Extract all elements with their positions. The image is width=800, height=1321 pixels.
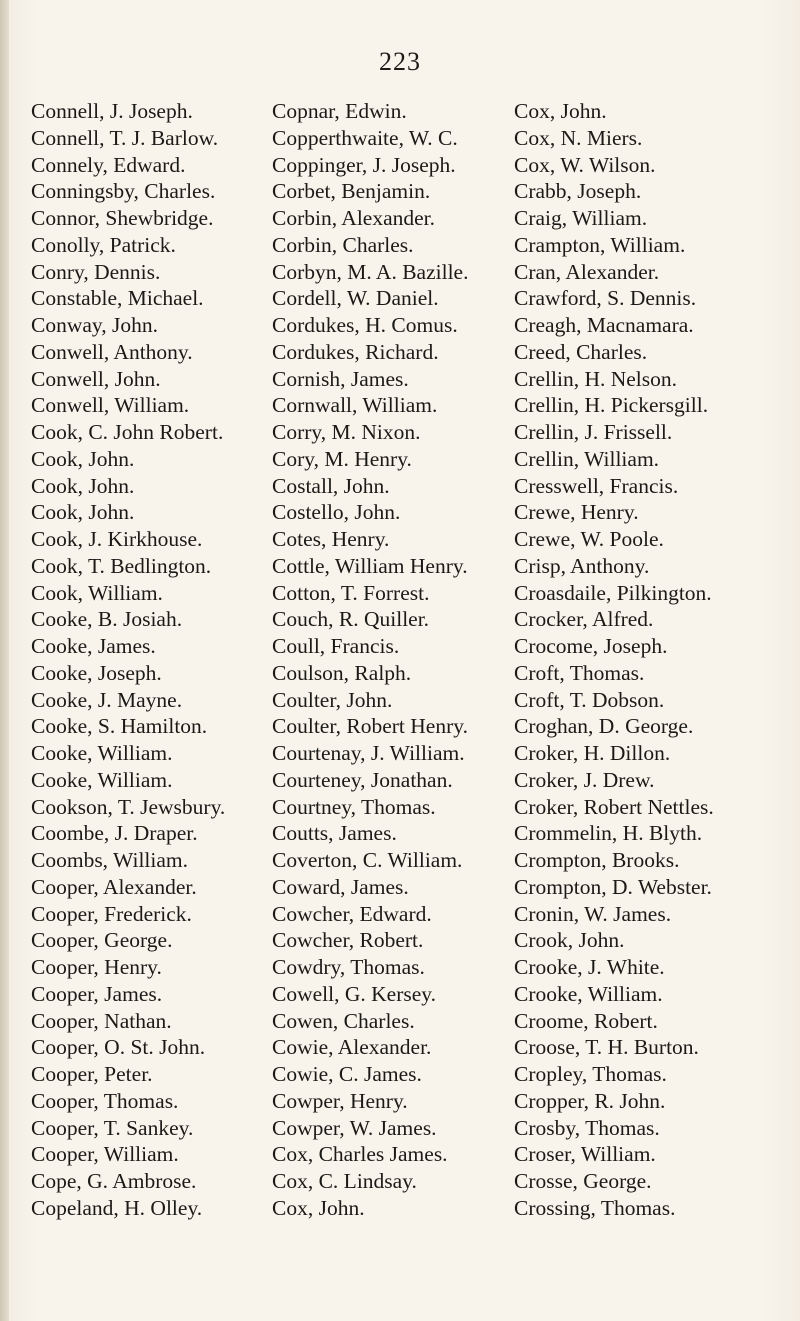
name-entry: Cox, N. Miers. — [514, 125, 643, 150]
name-entry: Crosse, George. — [514, 1169, 652, 1193]
name-entry: Coull, Francis. — [272, 634, 400, 658]
name-entry: Cook, J. Kirkhouse. — [31, 527, 203, 551]
name-entry: Courtenay, J. William. — [272, 741, 465, 765]
name-entry: Cordukes, H. Comus. — [272, 313, 458, 337]
name-entry: Corbyn, M. A. Bazille. — [272, 259, 469, 284]
name-entry: Courteney, Jonathan. — [272, 767, 453, 792]
name-entry: Cooper, Nathan. — [31, 1008, 172, 1033]
name-entry: Croker, H. Dillon. — [514, 741, 671, 765]
name-entry: Crampton, William. — [514, 232, 686, 257]
name-entry: Cope, G. Ambrose. — [31, 1169, 197, 1193]
name-entry: Costello, John. — [272, 500, 401, 525]
name-entry: Cooke, James. — [31, 634, 156, 658]
name-entry: Cowper, Henry. — [272, 1088, 408, 1113]
name-entry: Crewe, Henry. — [514, 500, 639, 525]
name-entry: Croker, J. Drew. — [514, 767, 655, 792]
name-entry: Crompton, Brooks. — [514, 848, 680, 872]
name-entry: Cooke, William. — [31, 767, 173, 792]
name-entry: Cox, Charles James. — [272, 1142, 448, 1167]
name-entry: Crellin, J. Frissell. — [514, 420, 673, 444]
name-entry: Crompton, D. Webster. — [514, 874, 712, 899]
name-column-2 — [272, 98, 468, 1222]
name-entry: Connell, J. Joseph. — [31, 99, 193, 123]
name-entry: Coulter, John. — [272, 687, 393, 712]
name-entry: Cordukes, Richard. — [272, 339, 439, 364]
name-entry: Crewe, W. Poole. — [514, 527, 664, 551]
name-entry: Cronin, W. James. — [514, 901, 672, 926]
name-column-1 — [31, 98, 225, 1222]
name-entry: Constable, Michael. — [31, 286, 204, 311]
name-entry: Cook, T. Bedlington. — [31, 553, 212, 578]
name-entry: Croker, Robert Nettles. — [514, 794, 714, 819]
name-entry: Cook, John. — [31, 500, 135, 525]
name-entry: Crisp, Anthony. — [514, 553, 650, 578]
name-entry: Cooper, William. — [31, 1142, 179, 1167]
name-entry: Cooper, O. St. John. — [31, 1035, 206, 1060]
name-entry: Cowcher, Edward. — [272, 901, 432, 926]
name-entry: Cooke, S. Hamilton. — [31, 714, 208, 739]
name-entry: Cory, M. Henry. — [272, 446, 412, 471]
name-entry: Cooper, James. — [31, 981, 163, 1006]
name-entry: Croft, Thomas. — [514, 660, 645, 685]
name-column-3 — [514, 98, 714, 1222]
name-entry: Cooper, Henry. — [31, 955, 162, 979]
name-entry: Cook, John. — [31, 446, 135, 471]
name-entry: Cooke, William. — [31, 741, 173, 765]
name-entry: Couch, R. Quiller. — [272, 607, 430, 632]
name-entry: Conningsby, Charles. — [31, 179, 216, 204]
name-entry: Cooke, B. Josiah. — [31, 607, 183, 632]
name-entry: Crook, John. — [514, 928, 625, 953]
name-entry: Cowcher, Robert. — [272, 928, 424, 953]
name-entry: Creed, Charles. — [514, 339, 648, 364]
name-entry: Crosby, Thomas. — [514, 1115, 660, 1140]
name-entry: Copnar, Edwin. — [272, 99, 407, 123]
name-entry: Croome, Robert. — [514, 1008, 658, 1033]
name-entry: Crawford, S. Dennis. — [514, 286, 697, 311]
name-entry: Cox, John. — [514, 99, 607, 123]
name-entry: Corbin, Charles. — [272, 232, 414, 257]
name-entry: Conwell, William. — [31, 393, 190, 418]
name-entry: Conwell, John. — [31, 366, 161, 391]
name-entry: Cowen, Charles. — [272, 1008, 415, 1033]
name-entry: Crellin, William. — [514, 446, 660, 471]
name-entry: Croghan, D. George. — [514, 714, 694, 739]
name-entry: Conwell, Anthony. — [31, 339, 193, 364]
name-entry: Crooke, William. — [514, 981, 663, 1006]
name-entry: Cran, Alexander. — [514, 259, 660, 284]
name-entry: Cooper, Peter. — [31, 1062, 153, 1086]
name-entry: Cowell, G. Kersey. — [272, 981, 437, 1006]
name-entry: Cooke, Joseph. — [31, 660, 162, 685]
name-entry: Cooper, T. Sankey. — [31, 1115, 194, 1140]
name-entry: Corbet, Benjamin. — [272, 179, 431, 204]
name-entry: Crommelin, H. Blyth. — [514, 821, 703, 846]
name-entry: Crellin, H. Nelson. — [514, 366, 678, 391]
name-entry: Cooke, J. Mayne. — [31, 687, 183, 712]
name-entry: Croasdaile, Pilkington. — [514, 580, 712, 605]
name-entry: Cox, C. Lindsay. — [272, 1169, 417, 1193]
name-entry: Costall, John. — [272, 473, 390, 498]
name-entry: Cooper, Frederick. — [31, 901, 192, 926]
name-index — [0, 98, 800, 1278]
name-entry: Cowper, W. James. — [272, 1115, 437, 1140]
name-entry: Coverton, C. William. — [272, 848, 463, 872]
name-entry: Cox, John. — [272, 1195, 365, 1220]
name-entry: Coward, James. — [272, 874, 409, 899]
name-entry: Cornish, James. — [272, 366, 409, 391]
name-entry: Cox, W. Wilson. — [514, 152, 656, 177]
name-entry: Croser, William. — [514, 1142, 656, 1167]
page-number: 223 — [379, 47, 421, 76]
name-entry: Cook, C. John Robert. — [31, 420, 224, 444]
name-entry: Coombs, William. — [31, 848, 189, 872]
name-entry: Craig, William. — [514, 206, 648, 230]
name-entry: Conway, John. — [31, 313, 159, 337]
name-entry: Cooper, Thomas. — [31, 1088, 179, 1113]
name-entry: Croose, T. H. Burton. — [514, 1035, 699, 1060]
name-entry: Croft, T. Dobson. — [514, 687, 665, 712]
name-entry: Cornwall, William. — [272, 393, 438, 418]
name-entry: Cropper, R. John. — [514, 1088, 666, 1113]
name-entry: Cookson, T. Jewsbury. — [31, 794, 226, 819]
name-entry: Cooper, Alexander. — [31, 874, 197, 899]
name-entry: Connell, T. J. Barlow. — [31, 125, 219, 150]
name-entry: Cotes, Henry. — [272, 527, 390, 551]
name-entry: Courtney, Thomas. — [272, 794, 436, 819]
name-entry: Corry, M. Nixon. — [272, 420, 421, 444]
name-entry: Coombe, J. Draper. — [31, 821, 198, 846]
name-entry: Coppinger, J. Joseph. — [272, 152, 456, 177]
name-entry: Conry, Dennis. — [31, 259, 161, 284]
name-entry: Cottle, William Henry. — [272, 553, 468, 578]
name-entry: Cotton, T. Forrest. — [272, 580, 430, 605]
name-entry: Crocker, Alfred. — [514, 607, 654, 632]
name-entry: Cropley, Thomas. — [514, 1062, 667, 1086]
name-entry: Coulter, Robert Henry. — [272, 714, 468, 739]
name-entry: Cooper, George. — [31, 928, 173, 953]
name-entry: Corbin, Alexander. — [272, 206, 436, 230]
name-entry: Copperthwaite, W. C. — [272, 125, 458, 150]
name-entry: Crossing, Thomas. — [514, 1195, 676, 1220]
name-entry: Copeland, H. Olley. — [31, 1195, 203, 1220]
name-entry: Cowie, Alexander. — [272, 1035, 432, 1060]
name-entry: Connor, Shewbridge. — [31, 206, 214, 230]
name-entry: Crocome, Joseph. — [514, 634, 668, 658]
name-entry: Cresswell, Francis. — [514, 473, 679, 498]
name-entry: Crellin, H. Pickersgill. — [514, 393, 709, 418]
name-entry: Coutts, James. — [272, 821, 397, 846]
name-entry: Cordell, W. Daniel. — [272, 286, 439, 311]
name-entry: Coulson, Ralph. — [272, 660, 412, 685]
name-entry: Connely, Edward. — [31, 152, 186, 177]
name-entry: Cook, William. — [31, 580, 163, 605]
name-entry: Cowie, C. James. — [272, 1062, 422, 1086]
name-entry: Creagh, Macnamara. — [514, 313, 694, 337]
name-entry: Crooke, J. White. — [514, 955, 665, 979]
name-entry: Conolly, Patrick. — [31, 232, 176, 257]
name-entry: Crabb, Joseph. — [514, 179, 642, 204]
name-entry: Cook, John. — [31, 473, 135, 498]
name-entry: Cowdry, Thomas. — [272, 955, 425, 979]
